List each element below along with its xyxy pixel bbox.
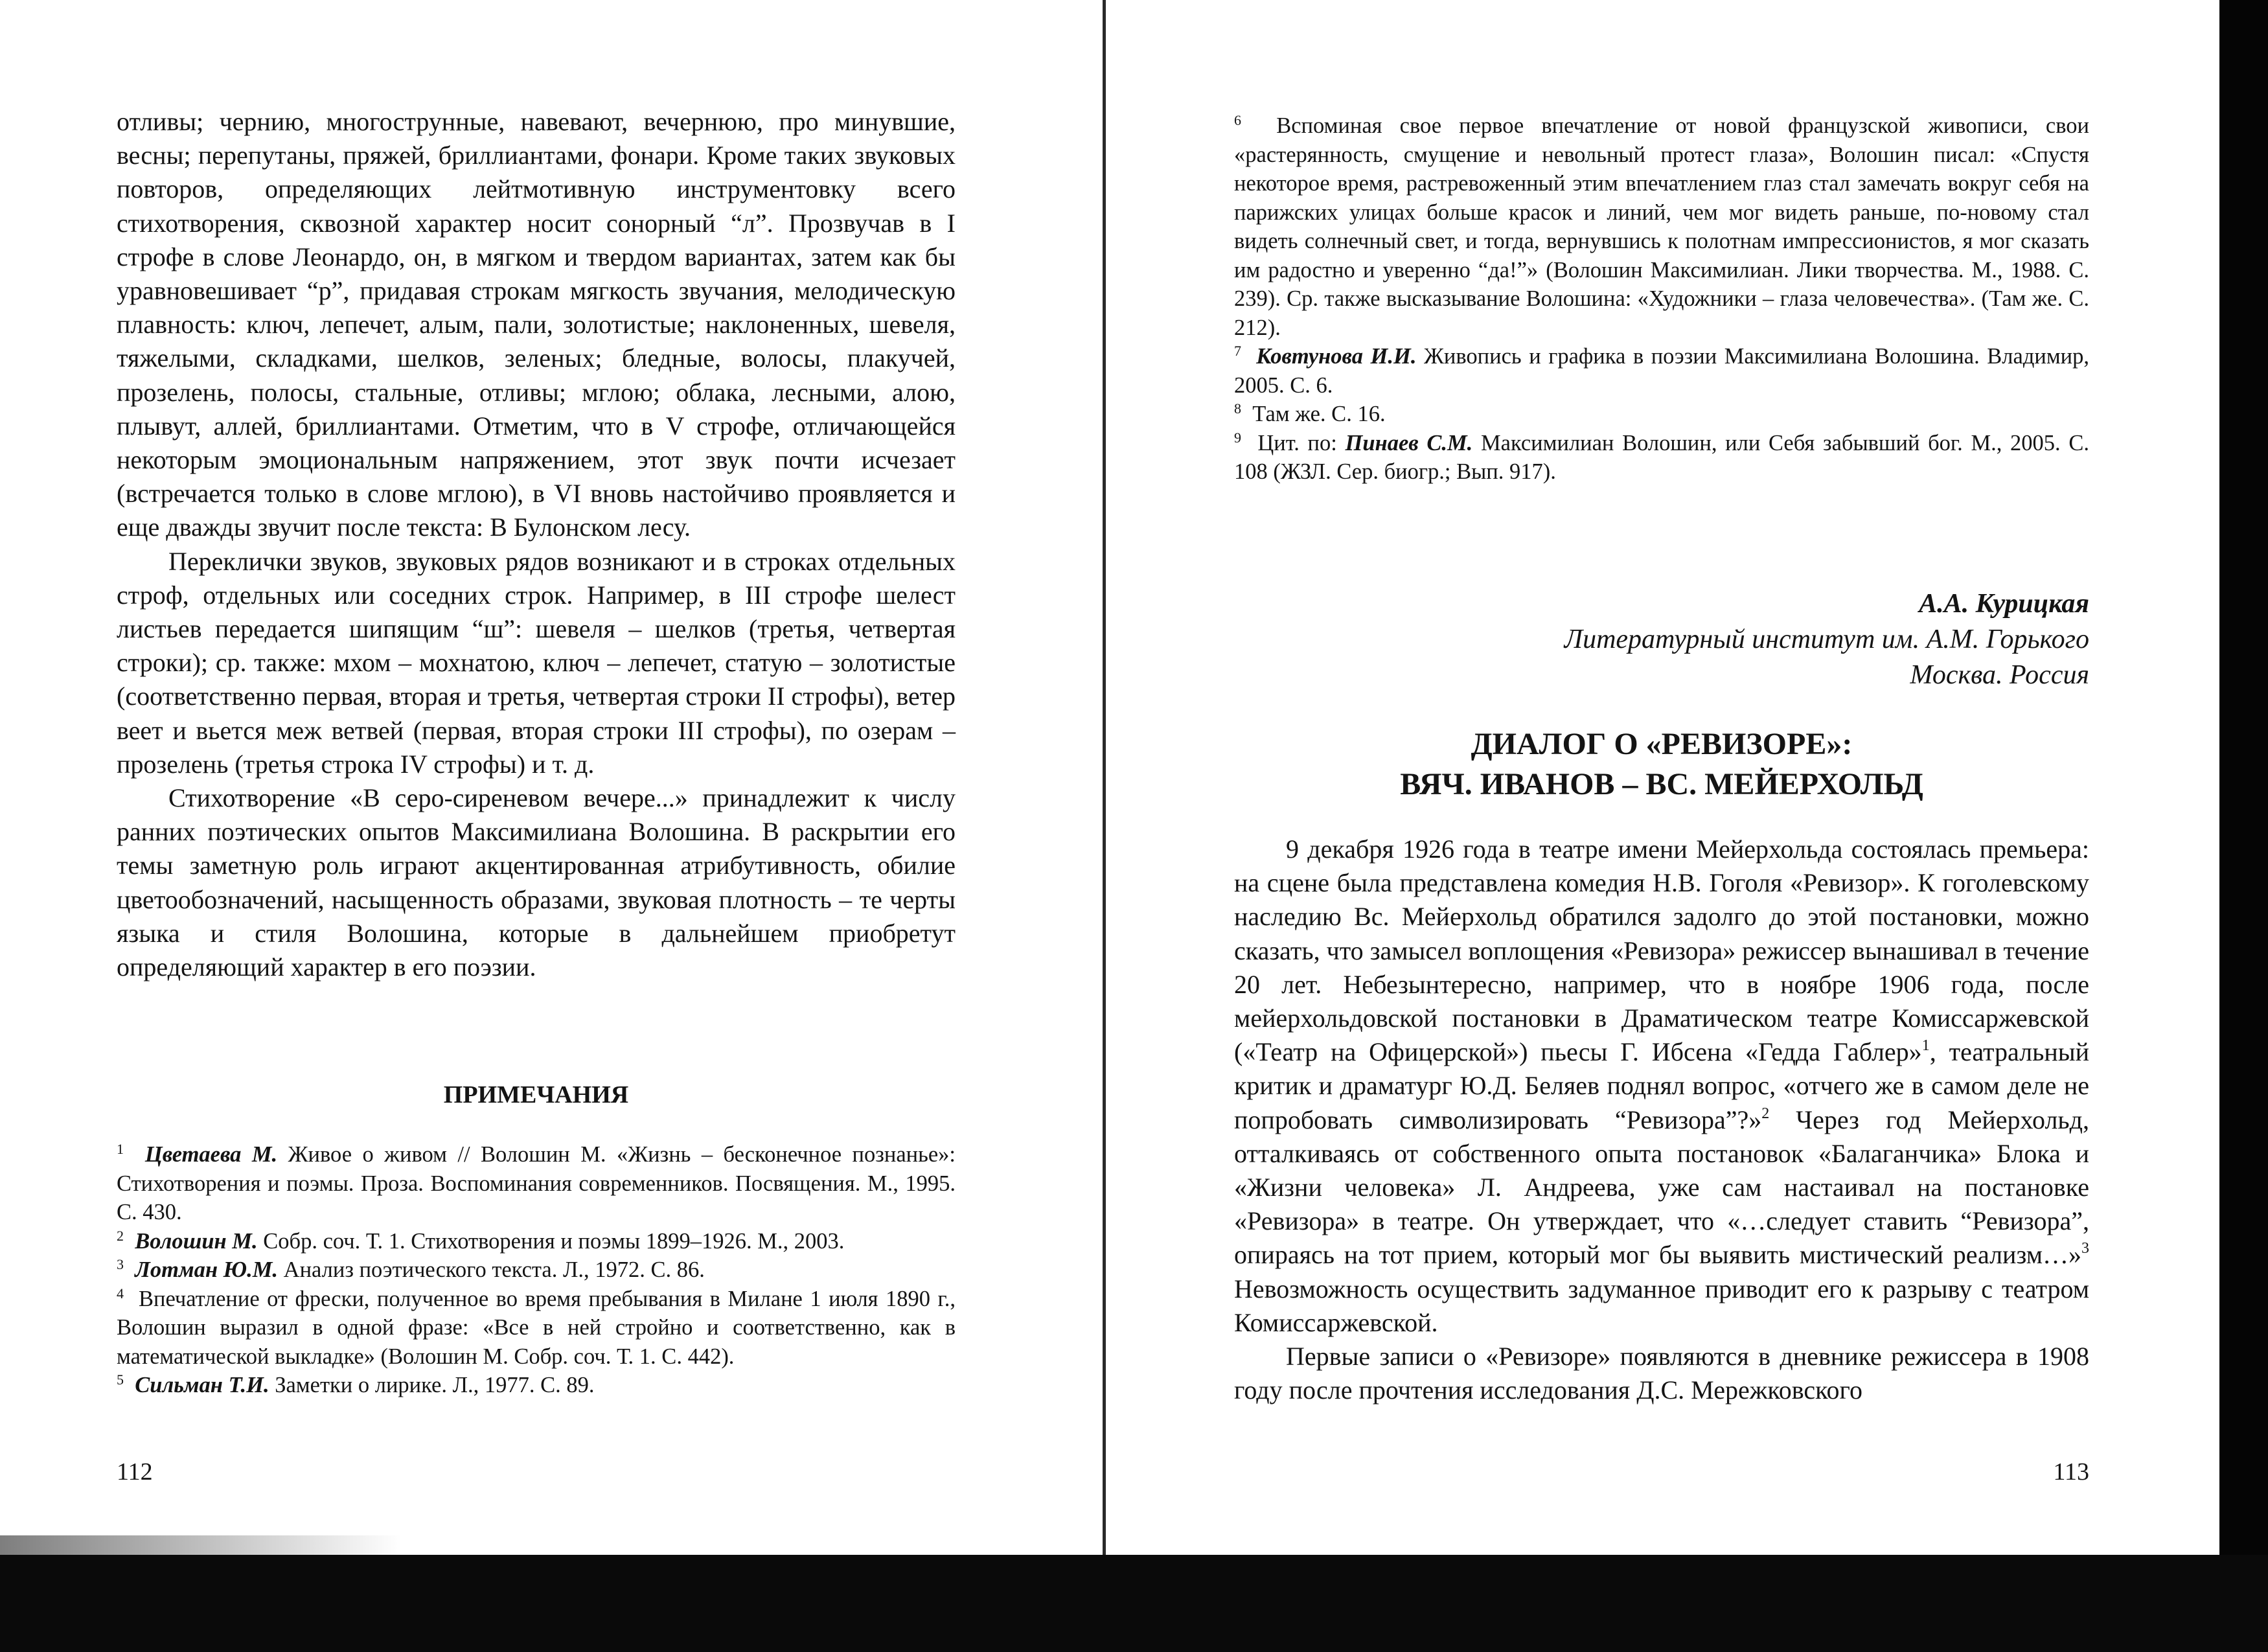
book-spine <box>1103 0 1106 1555</box>
left-paragraph-2: Переклички звуков, звуковых рядов возникают и в строках отдельных строф, отдельных или соседних строк. Например, в III строфе шелест листьев передается шипящим “ш”: шевеля – шелков (третья, четвертая строки); ср. также: мхом – мохнатою, ключ – лепечет, статую – золотистые (соответственно первая, вторая и третья, четвертая строки II строфы), ветер веет и вьется меж ветвей (первая, вторая строки III строфы), по озерам – прозелень (третья строка IV строфы) и т. д. <box>117 546 956 779</box>
footnote-8: $^8$ Там же. С. 16. <box>1234 400 1386 426</box>
footnote-6: $^6$ Вспоминая свое первое впечатление от новой французской живописи, свои «растерянность, смущение и невольный протест глаза», Волошин писал: «Спустя некоторое время, растревоженный этим впечатлением глаз стал замечать вокруг себя на парижских улицах больше красок и линий, чем мог видеть раньше, по-новому стал видеть солнечный свет, и тогда, вернувшись к полотнам импрессионистов, я мог сказать им радостно и уверенно “да!”» (Волошин Максимилиан. Лики творчества. М., 1988. С. 239). Ср. также высказывание Волошина: «Художники – глаза человечества». (Там же. С. 212). <box>1234 112 2089 340</box>
left-page <box>117 0 956 1555</box>
right-body-text <box>1234 832 2089 1407</box>
article-city: Москва. Россия <box>1910 660 2089 690</box>
right-paragraph-2: Первые записи о «Ревизоре» появляются в дневнике режиссера в 1908 году после прочтения исследования Д.С. Мережковского <box>1234 1342 2089 1405</box>
footnote-2: $^2$ Волошин М. Собр. соч. Т. 1. Стихотворения и поэмы 1899–1926. М., 2003. <box>117 1227 845 1254</box>
footnote-7: $^7$ Ковтунова И.И. Живопись и графика в поэзии Максимилиана Волошина. Владимир, 2005. С. 6. <box>1234 343 2090 398</box>
page-number-left: 112 <box>117 1458 153 1486</box>
footnote-4: $^4$ Впечатление от фрески, полученное во время пребывания в Милане 1 июля 1890 г., Волошин выразил в одной фразе: «Все в ней стройно и соответственно, как в математической выкладке» (Волошин М. Собр. соч. Т. 1. С. 442). <box>117 1285 956 1369</box>
article-affiliation: Литературный институт им. А.М. Горького <box>1564 625 2089 654</box>
right-page <box>1234 0 2089 1555</box>
right-footnotes <box>1234 111 2089 487</box>
left-paragraph-3: Стихотворение «В серо-сиреневом вечере...» принадлежит к числу ранних поэтических опытов Максимилиана Волошина. В раскрытии его темы заметную роль играют акцентированная атрибутивность, обилие цветообозначений, насыщенность образами, звуковая плотность – те черты языка и стиля Волошина, которые в дальнейшем приобретут определяющий характер в его поэзии. <box>117 783 956 982</box>
footnote-5: $^5$ Сильман Т.И. Заметки о лирике. Л., 1977. С. 89. <box>117 1371 595 1397</box>
article-author-block <box>1234 586 2089 693</box>
left-footnotes <box>117 1140 956 1400</box>
article-title-line-2: ВЯЧ. ИВАНОВ – ВС. МЕЙЕРХОЛЬД <box>1400 767 1923 801</box>
scan-edge-bottom <box>0 1555 2268 1652</box>
footnote-3: $^3$ Лотман Ю.М. Анализ поэтического текста. Л., 1972. С. 86. <box>117 1256 705 1282</box>
footnote-9: $^9$ Цит. по: Пинаев С.М. Максимилиан Волошин, или Себя забывший бог. М., 2005. С. 108 (ЖЗЛ. Сер. биогр.; Вып. 917). <box>1234 429 2089 484</box>
scan-edge-right <box>2219 0 2268 1652</box>
notes-heading: ПРИМЕЧАНИЯ <box>443 1081 629 1108</box>
right-paragraph-1: 9 декабря 1926 года в театре имени Мейерхольда состоялась премьера: на сцене была представлена комедия Н.В. Гоголя «Ревизор». К гоголевскому наследию Вс. Мейерхольд обратился задолго до этой постановки, можно сказать, что замысел воплощения «Ревизора» режиссер вынашивал в течение 20 лет. Небезынтересно, например, что в ноябре 1906 года, после мейерхольдовской постановки в Драматическом театре Комиссаржевской («Театр на Офицерской») пьесы Г. Ибсена «Гедда Габлер»$^1$, театральный критик и драматург Ю.Д. Беляев поднял вопрос, «отчего же в самом деле не попробовать символизировать “Ревизора”?»$^2$ Через год Мейерхольд, отталкиваясь от собственного опыта постановок «Балаганчика» Блока и «Жизни человека» Л. Андреева, уже сам настаивал на постановке «Ревизора» в театре. Он утверждает, что «…следует ставить “Ревизора”, опираясь на тот прием, который мог бы выявить мистический реализм…»$^3$ Невозможность осуществить задуманное приводит его к разрыву с театром Комиссаржевской. <box>1234 834 2090 1337</box>
left-body-text <box>117 105 956 984</box>
article-title <box>1234 724 2089 805</box>
article-title-line-1: ДИАЛОГ О «РЕВИЗОРЕ»: <box>1471 727 1853 761</box>
article-author: А.А. Курицкая <box>1919 589 2089 619</box>
footnote-1: $^1$ Цветаева М. Живое о живом // Волошин М. «Жизнь – бесконечное познанье»: Стихотворения и поэмы. Проза. Воспоминания современников. Посвящения. М., 1995. С. 430. <box>117 1141 956 1224</box>
left-paragraph-1: отливы; чернию, многострунные, навевают, вечернюю, про минувшие, весны; перепутаны, пряжей, бриллиантами, фонари. Кроме таких звуковых повторов, определяющих лейтмотивную инструментовку всего стихотворения, сквозной характер носит сонорный “л”. Прозвучав в I строфе в слове Леонардо, он, в мягком и твердом вариантах, затем как бы уравновешивает “р”, придавая строкам мягкость звучания, мелодическую плавность: ключ, лепечет, алым, пали, золотистые; наклоненных, шевеля, тяжелыми, складками, шелков, зеленых; бледные, волосы, плакучей, прозелень, полосы, стальные, отливы; мглою; облака, лесными, алою, плывут, аллей, бриллиантами. Отметим, что в V строфе, отличающейся некоторым эмоциональным напряжением, этот звук почти исчезает (встречается только в слове мглою), в VI вновь настойчиво проявляется и еще дважды звучит после текста: В Булонском лесу. <box>117 107 956 542</box>
page-number-right: 113 <box>2053 1458 2089 1486</box>
